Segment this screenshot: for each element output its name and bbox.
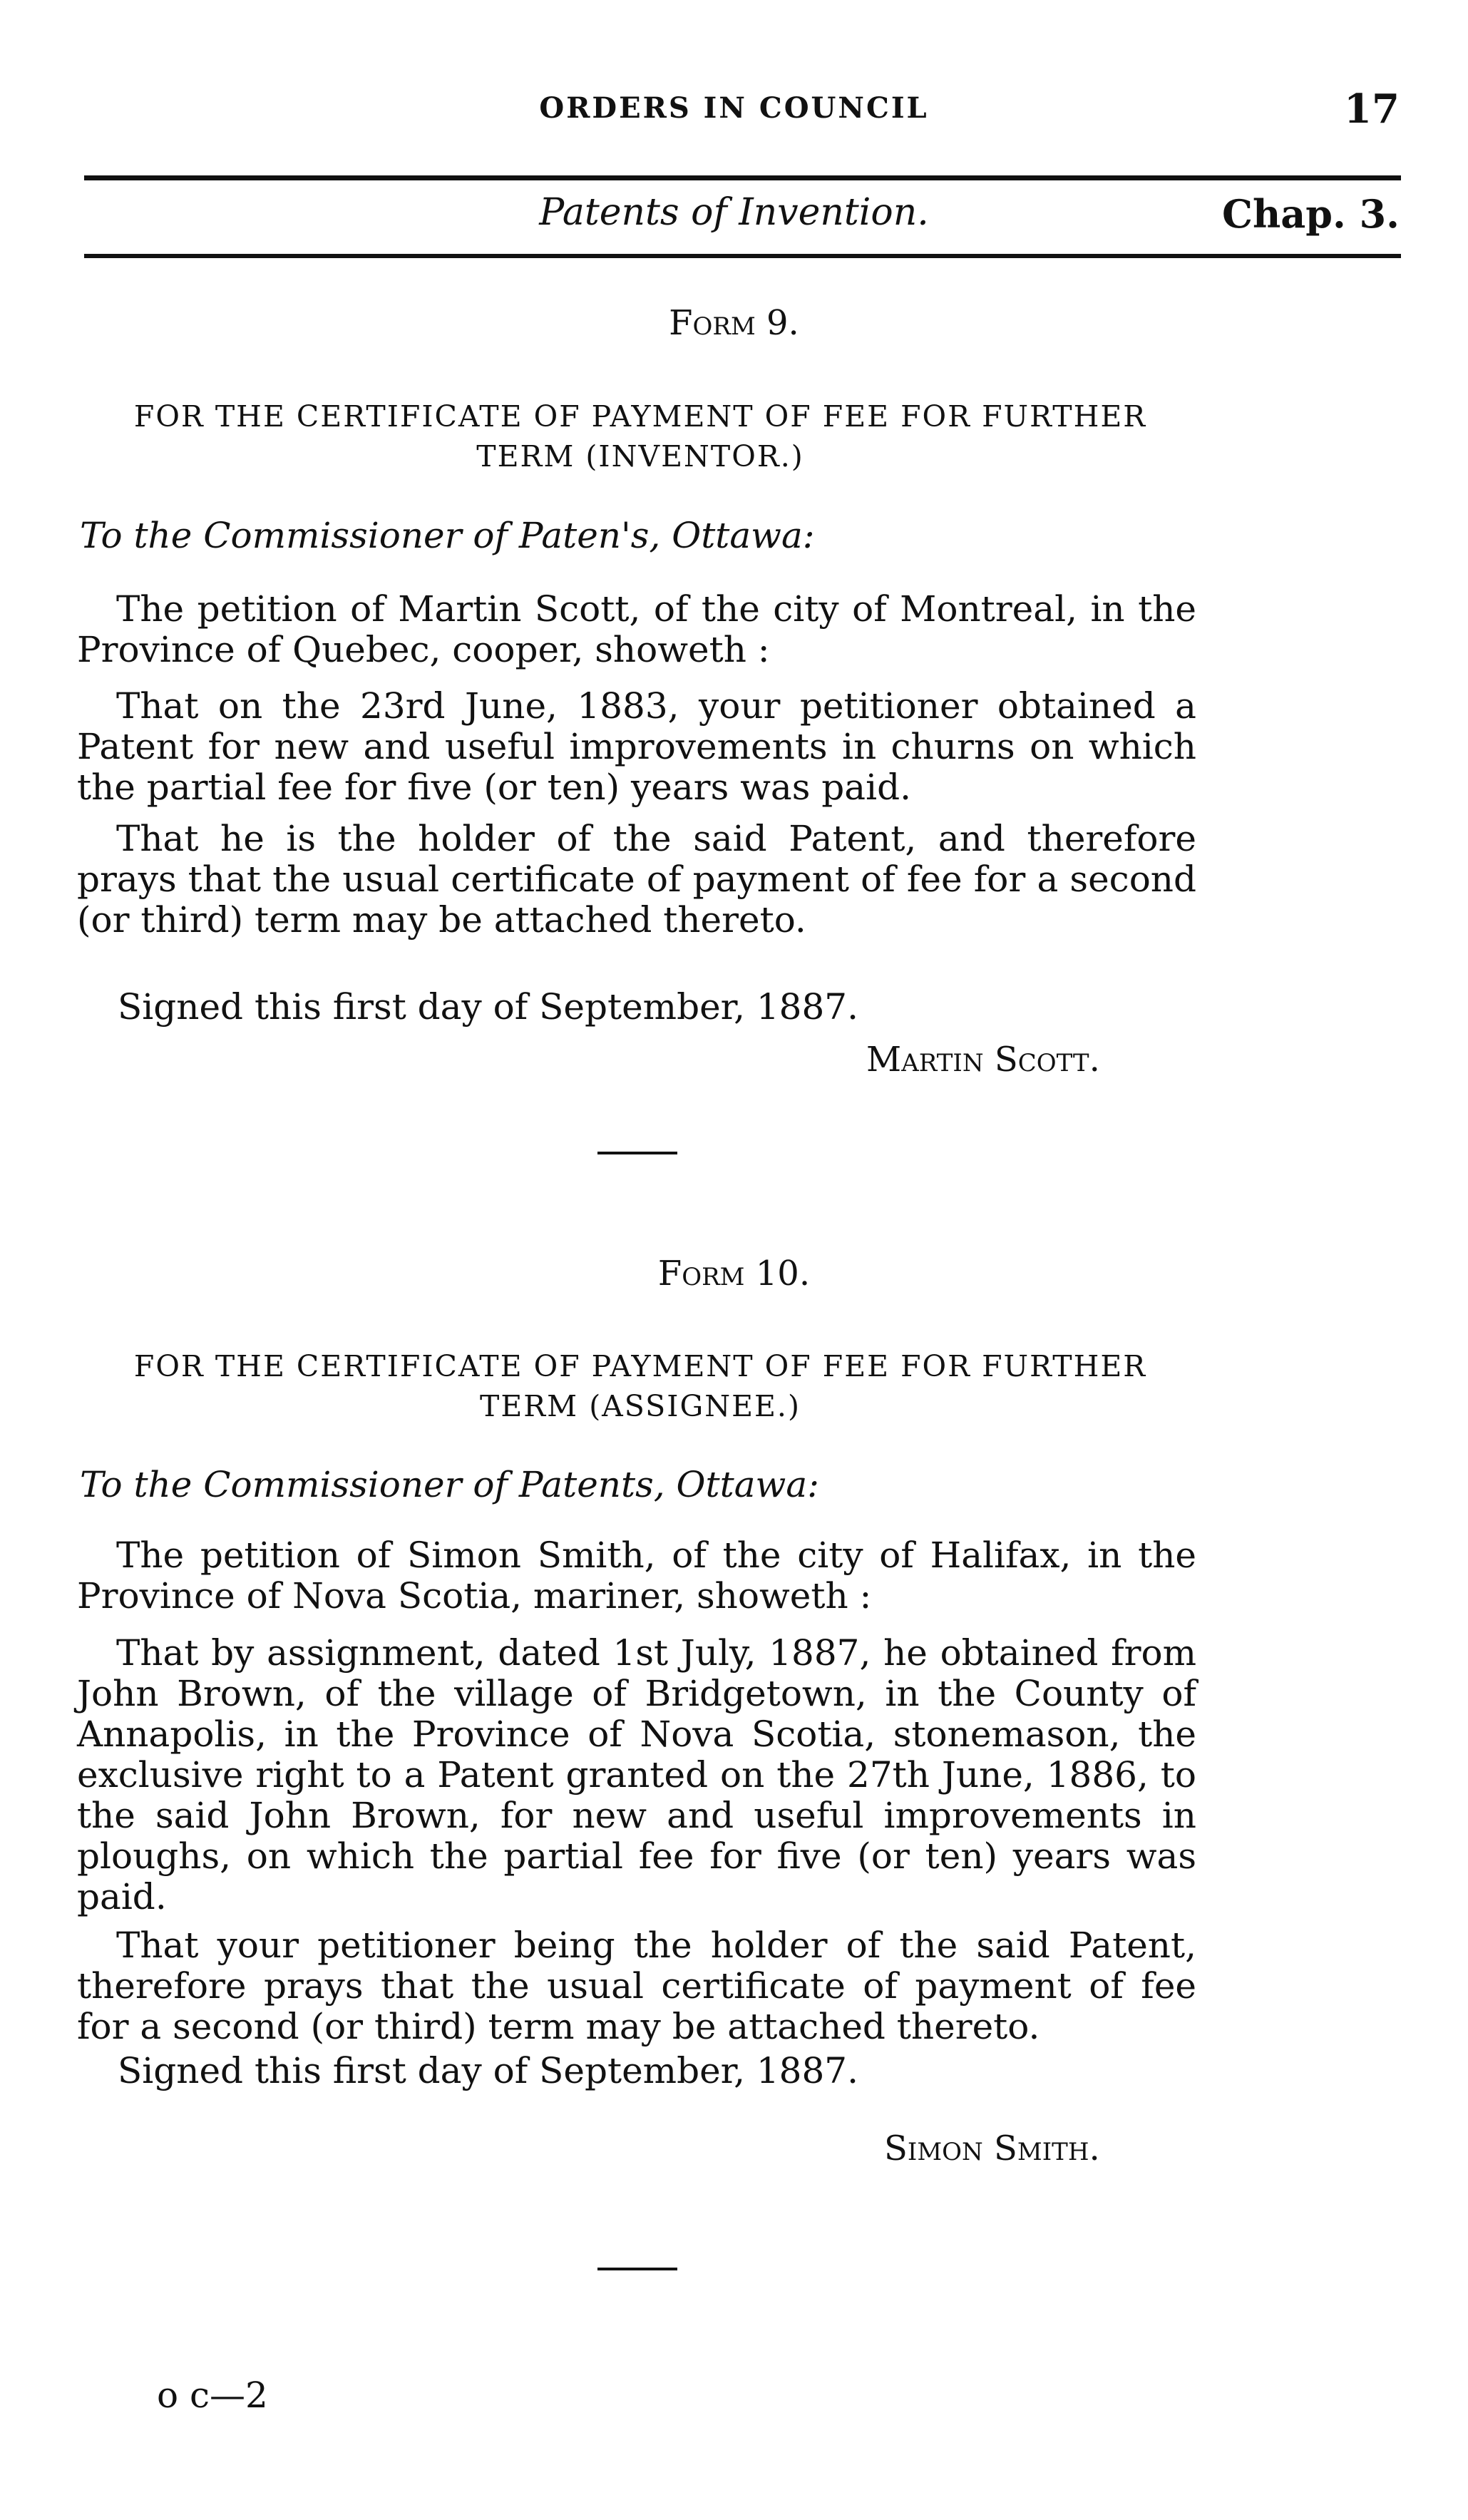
form10-heading-line1: FOR THE CERTIFICATE OF PAYMENT OF FEE FOR FURTHER (133, 1349, 1147, 1383)
page-number: 17 (1344, 86, 1400, 133)
form9-heading-line1: FOR THE CERTIFICATE OF PAYMENT OF FEE FOR FURTHER (133, 399, 1147, 434)
form9-signature: Martin Scott. (866, 1040, 1100, 1080)
form9-addressee: To the Commissioner of Paten's, Ottawa: (80, 515, 815, 556)
chapter-label: Chap. 3. (1222, 191, 1400, 237)
form9-paragraph-3: That he is the holder of the said Patent, and therefore prays that the usual certificate of payment of fee for a second (or third) term may be attached thereto. (77, 818, 1196, 941)
form9-signed-line: Signed this first day of September, 1887. (118, 986, 859, 1028)
form10-paragraph-1: The petition of Simon Smith, of the city of Halifax, in the Province of Nova Scotia, mariner, showeth : (77, 1535, 1196, 1617)
form10-heading-line2: TERM (ASSIGNEE.) (480, 1389, 801, 1423)
form9-title: Form 9. (669, 303, 799, 343)
form9-heading-line2: TERM (INVENTOR.) (476, 439, 804, 473)
form10-signature: Simon Smith. (884, 2129, 1100, 2168)
form9-paragraph-2: That on the 23rd June, 1883, your petitioner obtained a Patent for new and useful improvements in churns on which the partial fee for five (or ten) years was paid. (77, 685, 1196, 808)
form9-paragraph-1: The petition of Martin Scott, of the city of Montreal, in the Province of Quebec, cooper, showeth : (77, 588, 1196, 670)
section-divider (597, 1152, 677, 1154)
running-title: ORDERS IN COUNCIL (539, 91, 929, 125)
form9-heading (84, 396, 1196, 476)
form10-addressee: To the Commissioner of Patents, Ottawa: (80, 1464, 819, 1505)
form10-paragraph-3: That your petitioner being the holder of the said Patent, therefore prays that the usual certificate of payment of fee for a second (or third) term may be attached thereto. (77, 1925, 1196, 2047)
form10-signed-line: Signed this first day of September, 1887. (118, 2050, 859, 2091)
form10-paragraph-2: That by assignment, dated 1st July, 1887, he obtained from John Brown, of the village of Bridgetown, in the County of Annapolis, in the Province of Nova Scotia, stonemason, the exclusive right to a Patent granted on the 27th June, 1886, to the said John Brown, for new and useful improvements in ploughs, on which the partial fee for five (or ten) years was paid. (77, 1632, 1196, 1917)
section-subtitle: Patents of Invention. (539, 191, 929, 234)
form10-heading (84, 1346, 1196, 1426)
section-divider (597, 2268, 677, 2270)
header-rule-bottom (84, 254, 1401, 258)
header-rule-top (84, 175, 1401, 180)
form10-title: Form 10. (657, 1254, 811, 1294)
printer-signature-mark: o c—2 (157, 2375, 268, 2416)
